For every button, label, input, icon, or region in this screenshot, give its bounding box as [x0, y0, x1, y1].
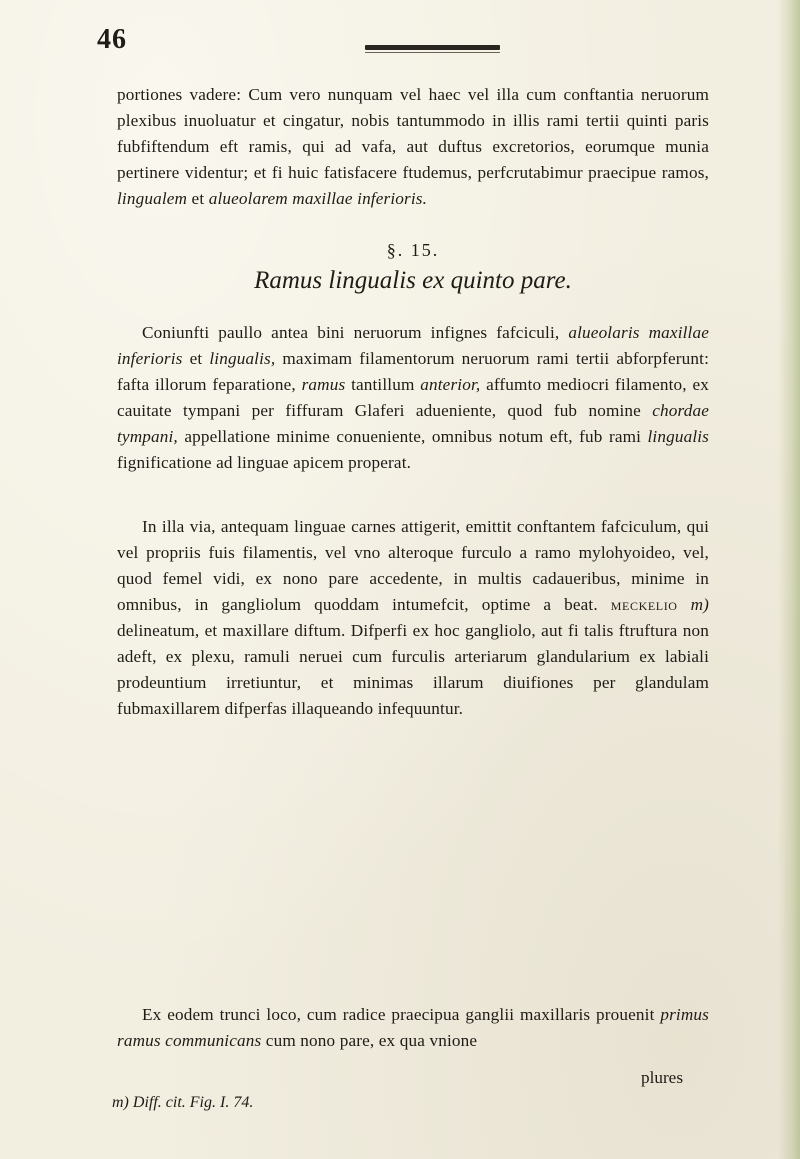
p3-footnote-ref: m) [690, 595, 710, 614]
p3-author: meckelio [610, 595, 678, 614]
p4-italic-1: primus ramus communicans [117, 1005, 709, 1050]
page-edge [778, 0, 800, 1159]
section-heading: Ramus lingualis ex quinto pare. [254, 267, 572, 294]
page-number: 46 [97, 24, 127, 55]
p3-text-2: delineatum, et maxillare diftum. Difperfi ex hoc gangliolo, aut fi talis ftruftura non adeft, ex plexu, ramuli neruei cum furculis arteriarum glandularium ex labiali prodeuntium irretiuntur, et minimas illarum diuifiones per glandulam fubmaxillarem difperfas illaqueando infequuntur. [117, 621, 709, 718]
section-mark: §. 15. [386, 240, 440, 260]
p4-text-2: cum nono pare, ex qua vnione [265, 1031, 478, 1050]
p2-text-5: affumto mediocri filamento, ex cauitate tympani per fiffuram Glaferi adueniente, quod fub nomine [117, 375, 709, 420]
p2-text-2: et [189, 349, 203, 368]
paragraph-4 [117, 1002, 709, 1054]
p1-text-1: portiones vadere: Cum vero nunquam vel haec vel illa cum conftantia neruorum plexibus inuoluatur et cingatur, nobis tantummodo in illis rami tertii quinti paris fubfiftendum eft ramis, qui ad vafa, aut duftus excretorios, eorumque munia pertinere videntur; et fi huic fatisfacere ftudemus, perfcrutabimur praecipue ramos, [117, 85, 709, 182]
p1-italic-2: alueolarem maxillae inferioris. [208, 189, 428, 208]
catchword: plures [641, 1068, 684, 1087]
p4-text-1: Ex eodem trunci loco, cum radice praecipua ganglii maxillaris prouenit [142, 1005, 655, 1024]
paragraph-2 [117, 320, 709, 476]
paragraph-3 [117, 514, 709, 722]
p2-italic-2: lingualis, [209, 349, 276, 368]
p2-italic-6: lingualis [647, 427, 710, 446]
paragraph-1 [117, 82, 709, 212]
p2-text-1: Coniunfti paullo antea bini neruorum infignes fafciculi, [142, 323, 560, 342]
header-rule-thin [365, 52, 500, 53]
p2-italic-1: alueolaris maxillae inferioris [117, 323, 710, 368]
p2-text-3: maximam filamentorum neruorum rami tertii abforpferunt: fafta illorum feparatione, [117, 349, 709, 394]
p1-text-2: et [191, 189, 205, 208]
header-rule [365, 45, 500, 50]
p1-italic-1: lingualem [117, 189, 188, 208]
p3-text-1: In illa via, antequam linguae carnes attigerit, emittit conftantem fafciculum, qui vel propriis fuis filamentis, vel vno alteroque furculo a ramo mylohyoideo, vel, quod femel vidi, ex nono pare accedente, in multis cadaueribus, minime in omnibus, in gangliolum quoddam intumefcit, optime a beat. [117, 517, 709, 614]
p2-text-4: tantillum [351, 375, 415, 394]
p2-italic-3: ramus [301, 375, 346, 394]
p2-text-7: fignificatione ad linguae apicem properat. [117, 453, 412, 472]
p2-text-6: appellatione minime conueniente, omnibus notum eft, fub rami [184, 427, 642, 446]
p2-italic-4: anterior, [420, 375, 481, 394]
footnote: m) Diff. cit. Fig. I. 74. [112, 1094, 254, 1111]
p2-italic-5: chordae tympani, [117, 401, 709, 446]
